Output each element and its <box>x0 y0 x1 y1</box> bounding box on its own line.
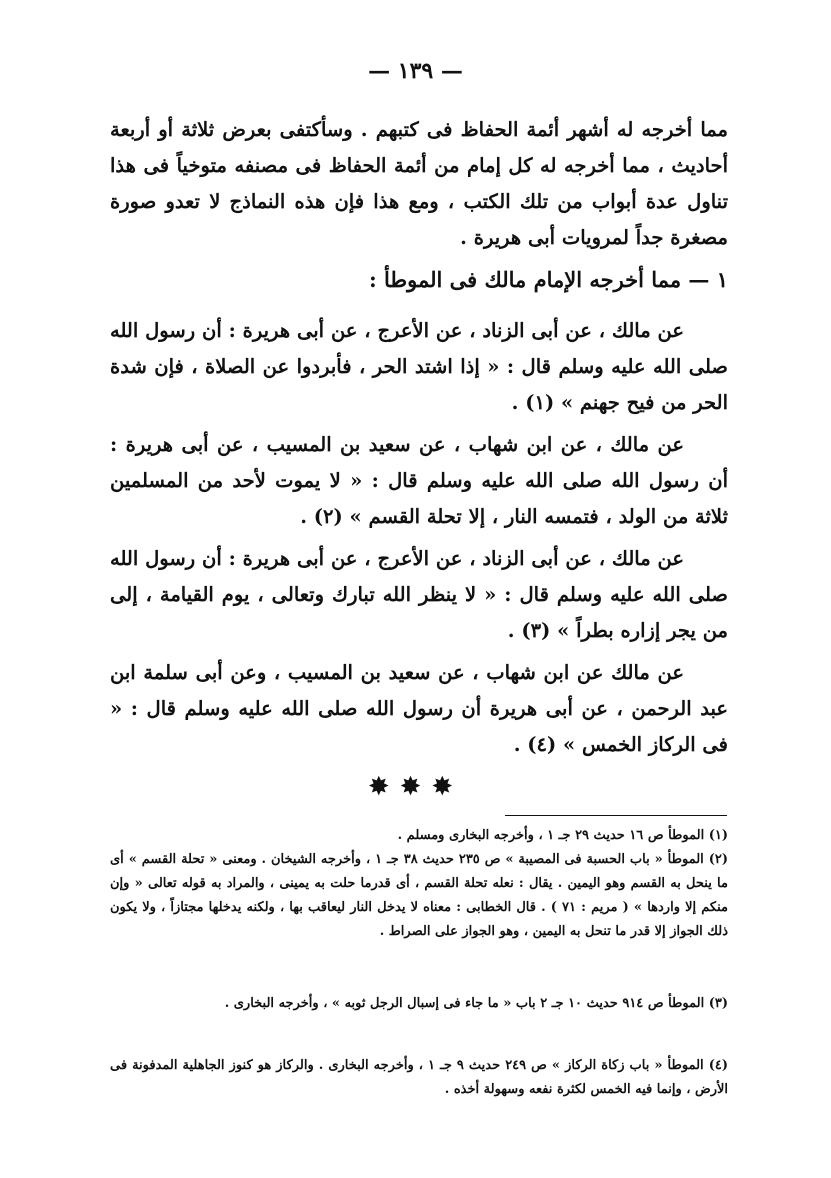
footnote-separator-rule <box>505 815 727 816</box>
section-heading-text: ١ — مما أخرجه الإمام مالك فى الموطأ : <box>368 267 728 292</box>
hadith-text-1: عن مالك ، عن أبى الزناد ، عن الأعرج ، عن أبى هريرة : أن رسول الله صلى الله عليه وسلم قال : « إذا اشتد الحر ، فأبردوا عن الصلاة ، فإن شدة الحر من فيح جهنم » (١) . <box>110 319 728 414</box>
hadith-paragraph-1 <box>110 313 728 421</box>
hadith-paragraph-4 <box>110 655 728 763</box>
hadith-text-4: عن مالك عن ابن شهاب ، عن سعيد بن المسيب ، وعن أبى سلمة ابن عبد الرحمن ، عن أبى هريرة أن رسول الله صلى الله عليه وسلم قال : « فى الركاز الخمس » (٤) . <box>110 661 728 756</box>
section-divider-ornaments: ✸✸✸ <box>367 772 464 802</box>
footnote-1-text: (١) الموطأ ص ١٦ حديث ٢٩ جـ ١ ، وأخرجه البخارى ومسلم . <box>397 828 728 843</box>
footnote-2 <box>110 848 728 944</box>
page-number: — ١٣٩ — <box>368 58 463 84</box>
hadith-text-2: عن مالك ، عن ابن شهاب ، عن سعيد بن المسيب ، عن أبى هريرة : أن رسول الله صلى الله عليه وسلم قال : « لا يموت لأحد من المسلمين ثلاثة من الولد ، فتمسه النار ، إلا تحلة القسم » (٢) . <box>110 433 728 528</box>
footnote-2-text: (٢) الموطأ « باب الحسبة فى المصيبة » ص ٢٣٥ حديث ٣٨ جـ ١ ، وأخرجه الشيخان . ومعنى « تحلة القسم » أى ما ينحل به القسم وهو اليمين . يقال : نعله تحلة القسم ، أى قدرما حلت به يمينى ، والمراد به قوله تعالى « وإن منكم إلا واردها » ( مريم : ٧١ ) . قال الخطابى : معناه لا يدخل النار ليعاقب بها ، ولكنه يدخلها مجتازاً ، ولا يكون ذلك الجواز إلا قدر ما تنحل به اليمين ، وهو الجواز على الصراط . <box>110 852 728 939</box>
footnote-4-text: (٤) الموطأ « باب زكاة الركاز » ص ٢٤٩ حديث ٩ جـ ١ ، وأخرجه البخارى . والركاز هو كنوز الجاهلية المدفونة فى الأرض ، وإنما فيه الخمس لكثرة نفعه وسهولة أخذه . <box>110 1058 728 1097</box>
intro-paragraph <box>110 112 728 256</box>
footnote-3-text: (٣) الموطأ ص ٩١٤ حديث ١٠ جـ ٢ باب « ما جاء فى إسبال الرجل ثوبه » ، وأخرجه البخارى . <box>224 996 728 1011</box>
footnote-4 <box>110 1054 728 1102</box>
intro-text: مما أخرجه له أشهر أئمة الحفاظ فى كتبهم . وسأكتفى بعرض ثلاثة أو أربعة أحاديث ، مما أخرجه له كل إمام من أئمة الحفاظ فى مصنفه متوخياً فى هذا تناول عدة أبواب من تلك الكتب ، ومع هذا فإن هذه النماذج لا تعدو صورة مصغرة جداً لمرويات أبى هريرة . <box>110 118 728 249</box>
hadith-paragraph-2 <box>110 427 728 535</box>
section-heading <box>110 262 728 298</box>
footnote-3 <box>110 992 728 1016</box>
hadith-paragraph-3 <box>110 541 728 649</box>
footnote-1 <box>110 824 728 848</box>
hadith-text-3: عن مالك ، عن أبى الزناد ، عن الأعرج ، عن أبى هريرة : أن رسول الله صلى الله عليه وسلم قال : « لا ينظر الله تبارك وتعالى ، يوم القيامة ، إلى من يجر إزاره بطراً » (٣) . <box>110 547 728 642</box>
